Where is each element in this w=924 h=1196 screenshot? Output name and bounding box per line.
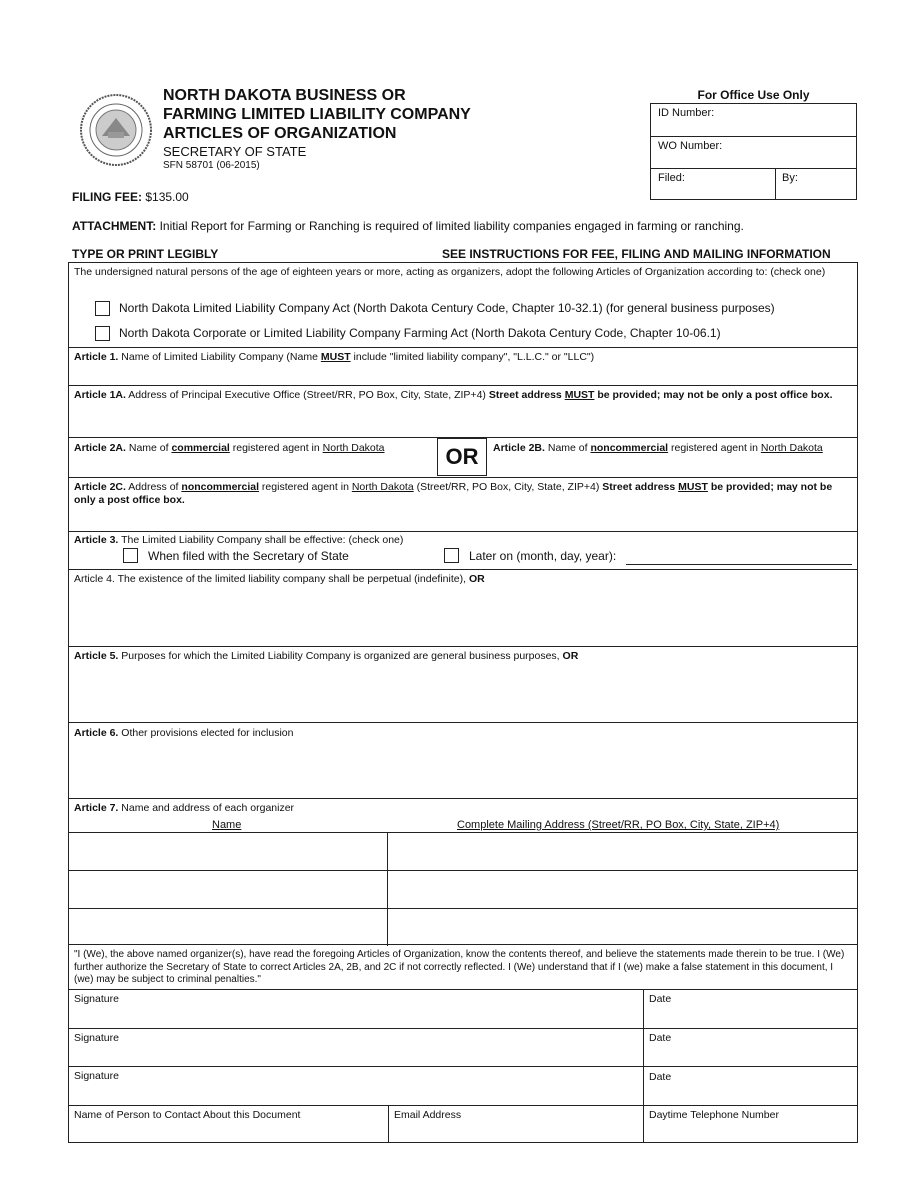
- organizer-name-header: Name: [212, 819, 242, 831]
- article-2b-label: Article 2B. Name of noncommercial registered agent in North Dakota: [493, 442, 823, 454]
- option-farming-act-label: North Dakota Corporate or Limited Liability Company Farming Act (North Dakota Century Code, Chapter 10-06.1): [119, 326, 721, 340]
- signature-label: Signature: [74, 1032, 119, 1044]
- effective-when-filed-label: When filed with the Secretary of State: [148, 549, 349, 563]
- date-field[interactable]: [647, 1044, 855, 1066]
- option-llc-act-label: North Dakota Limited Liability Company Act (North Dakota Century Code, Chapter 10-32.1) (for general business purposes): [119, 301, 775, 315]
- title-line-3: ARTICLES OF ORGANIZATION: [163, 125, 397, 142]
- article-6-label: Article 6. Other provisions elected for inclusion: [74, 727, 294, 739]
- signature-label: Signature: [74, 993, 119, 1005]
- article-5-label: Article 5. Purposes for which the Limited Liability Company is organized are general business purposes, OR: [74, 650, 579, 662]
- signature-field[interactable]: [71, 1005, 641, 1027]
- effective-later-checkbox[interactable]: [444, 548, 459, 563]
- option-farming-act-checkbox[interactable]: [95, 326, 110, 341]
- signature-field[interactable]: [71, 1044, 641, 1066]
- certification-statement: "I (We), the above named organizer(s), have read the foregoing Articles of Organization, know the contents thereof, and believe the statements made therein to be true. I (We) further authorize the Secretary of State to correct Articles 2A, 2B, and 2C if not correctly reflected. I (We) understand that if I (we) make a false statement in this document, I (we) may be subject to criminal penalties.": [74, 949, 845, 985]
- email-field[interactable]: [392, 1121, 642, 1141]
- filing-fee: [72, 190, 189, 204]
- purposes-field[interactable]: [71, 665, 855, 721]
- or-separator: OR: [437, 438, 487, 476]
- signature-field[interactable]: [71, 1082, 641, 1104]
- article-7-label: Article 7. Name and address of each organizer: [74, 802, 295, 814]
- filing-fee-value: $135.00: [145, 190, 189, 204]
- articles-form: [68, 262, 858, 945]
- organizer-address-field[interactable]: [389, 833, 855, 869]
- by-label: By:: [782, 172, 798, 184]
- article-2c-label: Article 2C. Address of noncommercial registered agent in North Dakota (Street/RR, PO Box, City, State, ZIP+4) Street address MUST be provided; may not be only a post office box.: [74, 481, 833, 506]
- form-number: SFN 58701 (06-2015): [163, 160, 260, 171]
- state-seal-icon: [78, 92, 154, 168]
- article-4-label: Article 4. The existence of the limited liability company shall be perpetual (indefinite), OR: [74, 573, 485, 585]
- id-number-label: ID Number:: [658, 107, 715, 119]
- filed-field: [651, 169, 856, 200]
- effective-date-field[interactable]: [626, 547, 852, 565]
- wo-number-label: WO Number:: [658, 140, 723, 152]
- filing-fee-label: FILING FEE:: [72, 190, 142, 204]
- date-field[interactable]: [647, 1082, 855, 1104]
- article-1-label: Article 1. Name of Limited Liability Company (Name MUST include "limited liability company", "L.L.C." or "LLC"): [74, 351, 595, 363]
- organizer-name-field[interactable]: [71, 833, 385, 869]
- article-2a-label: Article 2A. Name of commercial registered agent in North Dakota: [74, 442, 385, 454]
- organizer-name-field[interactable]: [71, 871, 385, 907]
- organizer-address-header: Complete Mailing Address (Street/RR, PO Box, City, State, ZIP+4): [457, 819, 780, 831]
- phone-field[interactable]: [647, 1121, 855, 1141]
- attachment-text: Initial Report for Farming or Ranching is required of limited liability companies engaged in farming or ranching.: [159, 219, 744, 233]
- signature-label: Signature: [74, 1070, 119, 1082]
- existence-duration-field[interactable]: [71, 588, 855, 645]
- article-3-label: Article 3. The Limited Liability Company shall be effective: (check one): [74, 534, 404, 546]
- organizer-address-field[interactable]: [389, 909, 855, 944]
- intro-text: The undersigned natural persons of the age of eighteen years or more, acting as organizers, adopt the following Articles of Organization according to: (check one): [74, 266, 826, 278]
- email-label: Email Address: [394, 1109, 462, 1121]
- agent-address-field[interactable]: [71, 509, 855, 531]
- form-title: [163, 86, 471, 143]
- organizer-name-field[interactable]: [71, 909, 385, 944]
- organizer-address-field[interactable]: [389, 871, 855, 907]
- noncommercial-agent-field[interactable]: [493, 457, 855, 477]
- phone-label: Daytime Telephone Number: [649, 1109, 779, 1121]
- date-label: Date: [649, 1032, 672, 1044]
- other-provisions-field[interactable]: [71, 742, 855, 797]
- effective-later-label: Later on (month, day, year):: [469, 549, 617, 563]
- wo-number-field: [651, 137, 856, 169]
- commercial-agent-field[interactable]: [71, 457, 431, 477]
- title-line-1: NORTH DAKOTA BUSINESS OR: [163, 87, 406, 104]
- principal-office-address-field[interactable]: [71, 416, 855, 437]
- date-label: Date: [649, 993, 672, 1005]
- attachment-label: ATTACHMENT:: [72, 219, 157, 233]
- print-legibly-note: TYPE OR PRINT LEGIBLY: [72, 247, 219, 261]
- contact-name-field[interactable]: [71, 1121, 387, 1141]
- office-use-heading: For Office Use Only: [697, 88, 810, 102]
- see-instructions-note: SEE INSTRUCTIONS FOR FEE, FILING AND MAILING INFORMATION: [442, 247, 831, 261]
- certification-section: [68, 945, 858, 1143]
- title-line-2: FARMING LIMITED LIABILITY COMPANY: [163, 106, 471, 123]
- filed-label: Filed:: [658, 172, 685, 184]
- option-llc-act-checkbox[interactable]: [95, 301, 110, 316]
- article-1a-label: Article 1A. Address of Principal Executive Office (Street/RR, PO Box, City, State, ZIP+4) Street address MUST be provided; may not be only a post office box.: [74, 389, 833, 401]
- office-use-box: [650, 103, 857, 200]
- date-label: Date: [649, 1071, 672, 1083]
- id-number-field: [651, 104, 856, 137]
- date-field[interactable]: [647, 1005, 855, 1027]
- effective-when-filed-checkbox[interactable]: [123, 548, 138, 563]
- llc-name-field[interactable]: [71, 365, 855, 385]
- agency-name: SECRETARY OF STATE: [163, 144, 307, 159]
- attachment-note: [72, 219, 852, 233]
- contact-name-label: Name of Person to Contact About this Document: [74, 1109, 301, 1121]
